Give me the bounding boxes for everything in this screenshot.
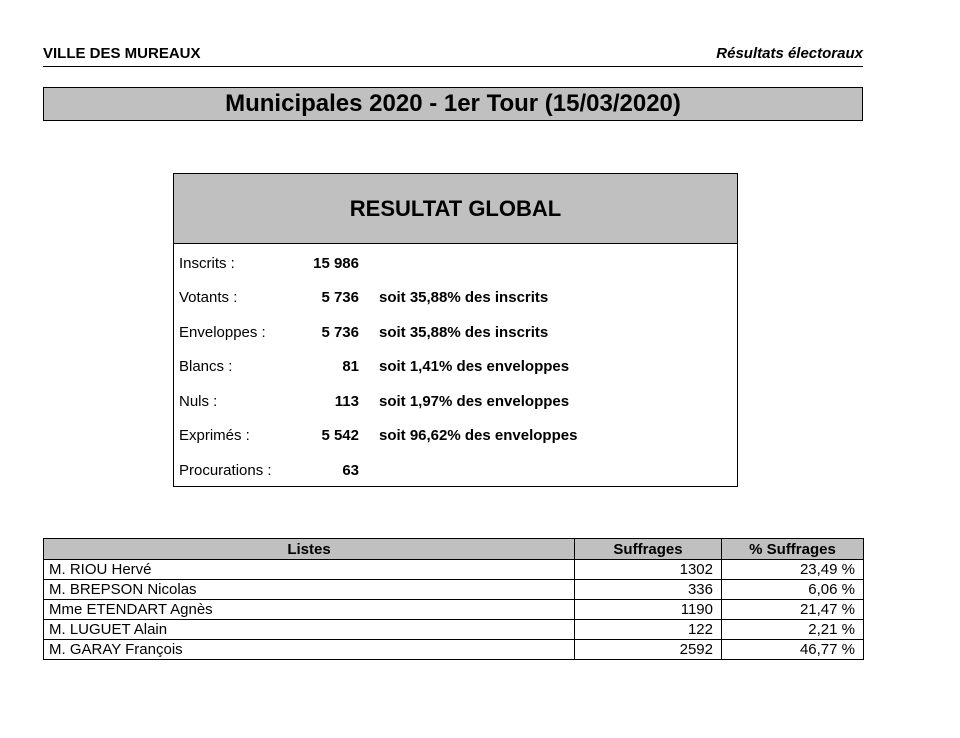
cell-liste: M. GARAY François — [44, 640, 575, 660]
column-header-listes: Listes — [44, 539, 575, 560]
cell-liste: M. RIOU Hervé — [44, 560, 575, 580]
stat-label: Exprimés : — [179, 427, 250, 444]
cell-liste: Mme ETENDART Agnès — [44, 600, 575, 620]
cell-pct: 6,06 % — [722, 580, 864, 600]
cell-pct: 46,77 % — [722, 640, 864, 660]
stat-row-inscrits — [174, 255, 737, 275]
city-name: VILLE DES MUREAUX — [43, 45, 201, 62]
stat-label: Inscrits : — [179, 255, 235, 272]
global-result-title: RESULTAT GLOBAL — [349, 195, 562, 221]
table-row — [44, 600, 864, 620]
cell-liste: M. BREPSON Nicolas — [44, 580, 575, 600]
stat-value: 63 — [342, 462, 359, 479]
stat-row-nuls — [174, 393, 737, 413]
cell-pct: 2,21 % — [722, 620, 864, 640]
results-table — [43, 538, 864, 660]
stat-row-blancs — [174, 358, 737, 378]
stat-label: Blancs : — [179, 358, 233, 375]
stat-row-exprimes — [174, 427, 737, 447]
cell-suffrages: 122 — [575, 620, 722, 640]
stat-value: 5 736 — [321, 324, 359, 341]
stat-label: Enveloppes : — [179, 324, 266, 341]
stat-note: soit 1,97% des enveloppes — [379, 393, 570, 410]
stat-value: 113 — [334, 393, 359, 410]
stat-label: Procurations : — [179, 462, 272, 479]
cell-liste: M. LUGUET Alain — [44, 620, 575, 640]
cell-pct: 21,47 % — [722, 600, 864, 620]
results-header-row — [44, 539, 864, 560]
column-header-suffrages: Suffrages — [575, 539, 722, 560]
stat-value: 81 — [342, 358, 359, 375]
stat-note: soit 96,62% des enveloppes — [379, 427, 578, 444]
cell-pct: 23,49 % — [722, 560, 864, 580]
table-row — [44, 640, 864, 660]
title-banner — [43, 87, 863, 121]
stat-label: Nuls : — [179, 393, 218, 410]
stat-label: Votants : — [179, 289, 238, 306]
stat-row-votants — [174, 289, 737, 309]
global-result-header — [174, 174, 737, 244]
cell-suffrages: 336 — [575, 580, 722, 600]
cell-suffrages: 1190 — [575, 600, 722, 620]
stat-row-procurations — [174, 462, 737, 482]
cell-suffrages: 1302 — [575, 560, 722, 580]
stat-note: soit 35,88% des inscrits — [379, 289, 549, 306]
stat-row-enveloppes — [174, 324, 737, 344]
page-header — [43, 44, 863, 67]
global-result-panel — [173, 173, 738, 487]
cell-suffrages: 2592 — [575, 640, 722, 660]
stat-value: 5 736 — [321, 289, 359, 306]
table-row — [44, 580, 864, 600]
stat-note: soit 35,88% des inscrits — [379, 324, 549, 341]
document-type: Résultats électoraux — [716, 45, 863, 62]
page-title: Municipales 2020 - 1er Tour (15/03/2020) — [225, 90, 681, 117]
stat-value: 5 542 — [321, 427, 359, 444]
table-row — [44, 560, 864, 580]
stat-note: soit 1,41% des enveloppes — [379, 358, 570, 375]
column-header-pct-suffrages: % Suffrages — [722, 539, 864, 560]
table-row — [44, 620, 864, 640]
stat-value: 15 986 — [313, 255, 359, 272]
